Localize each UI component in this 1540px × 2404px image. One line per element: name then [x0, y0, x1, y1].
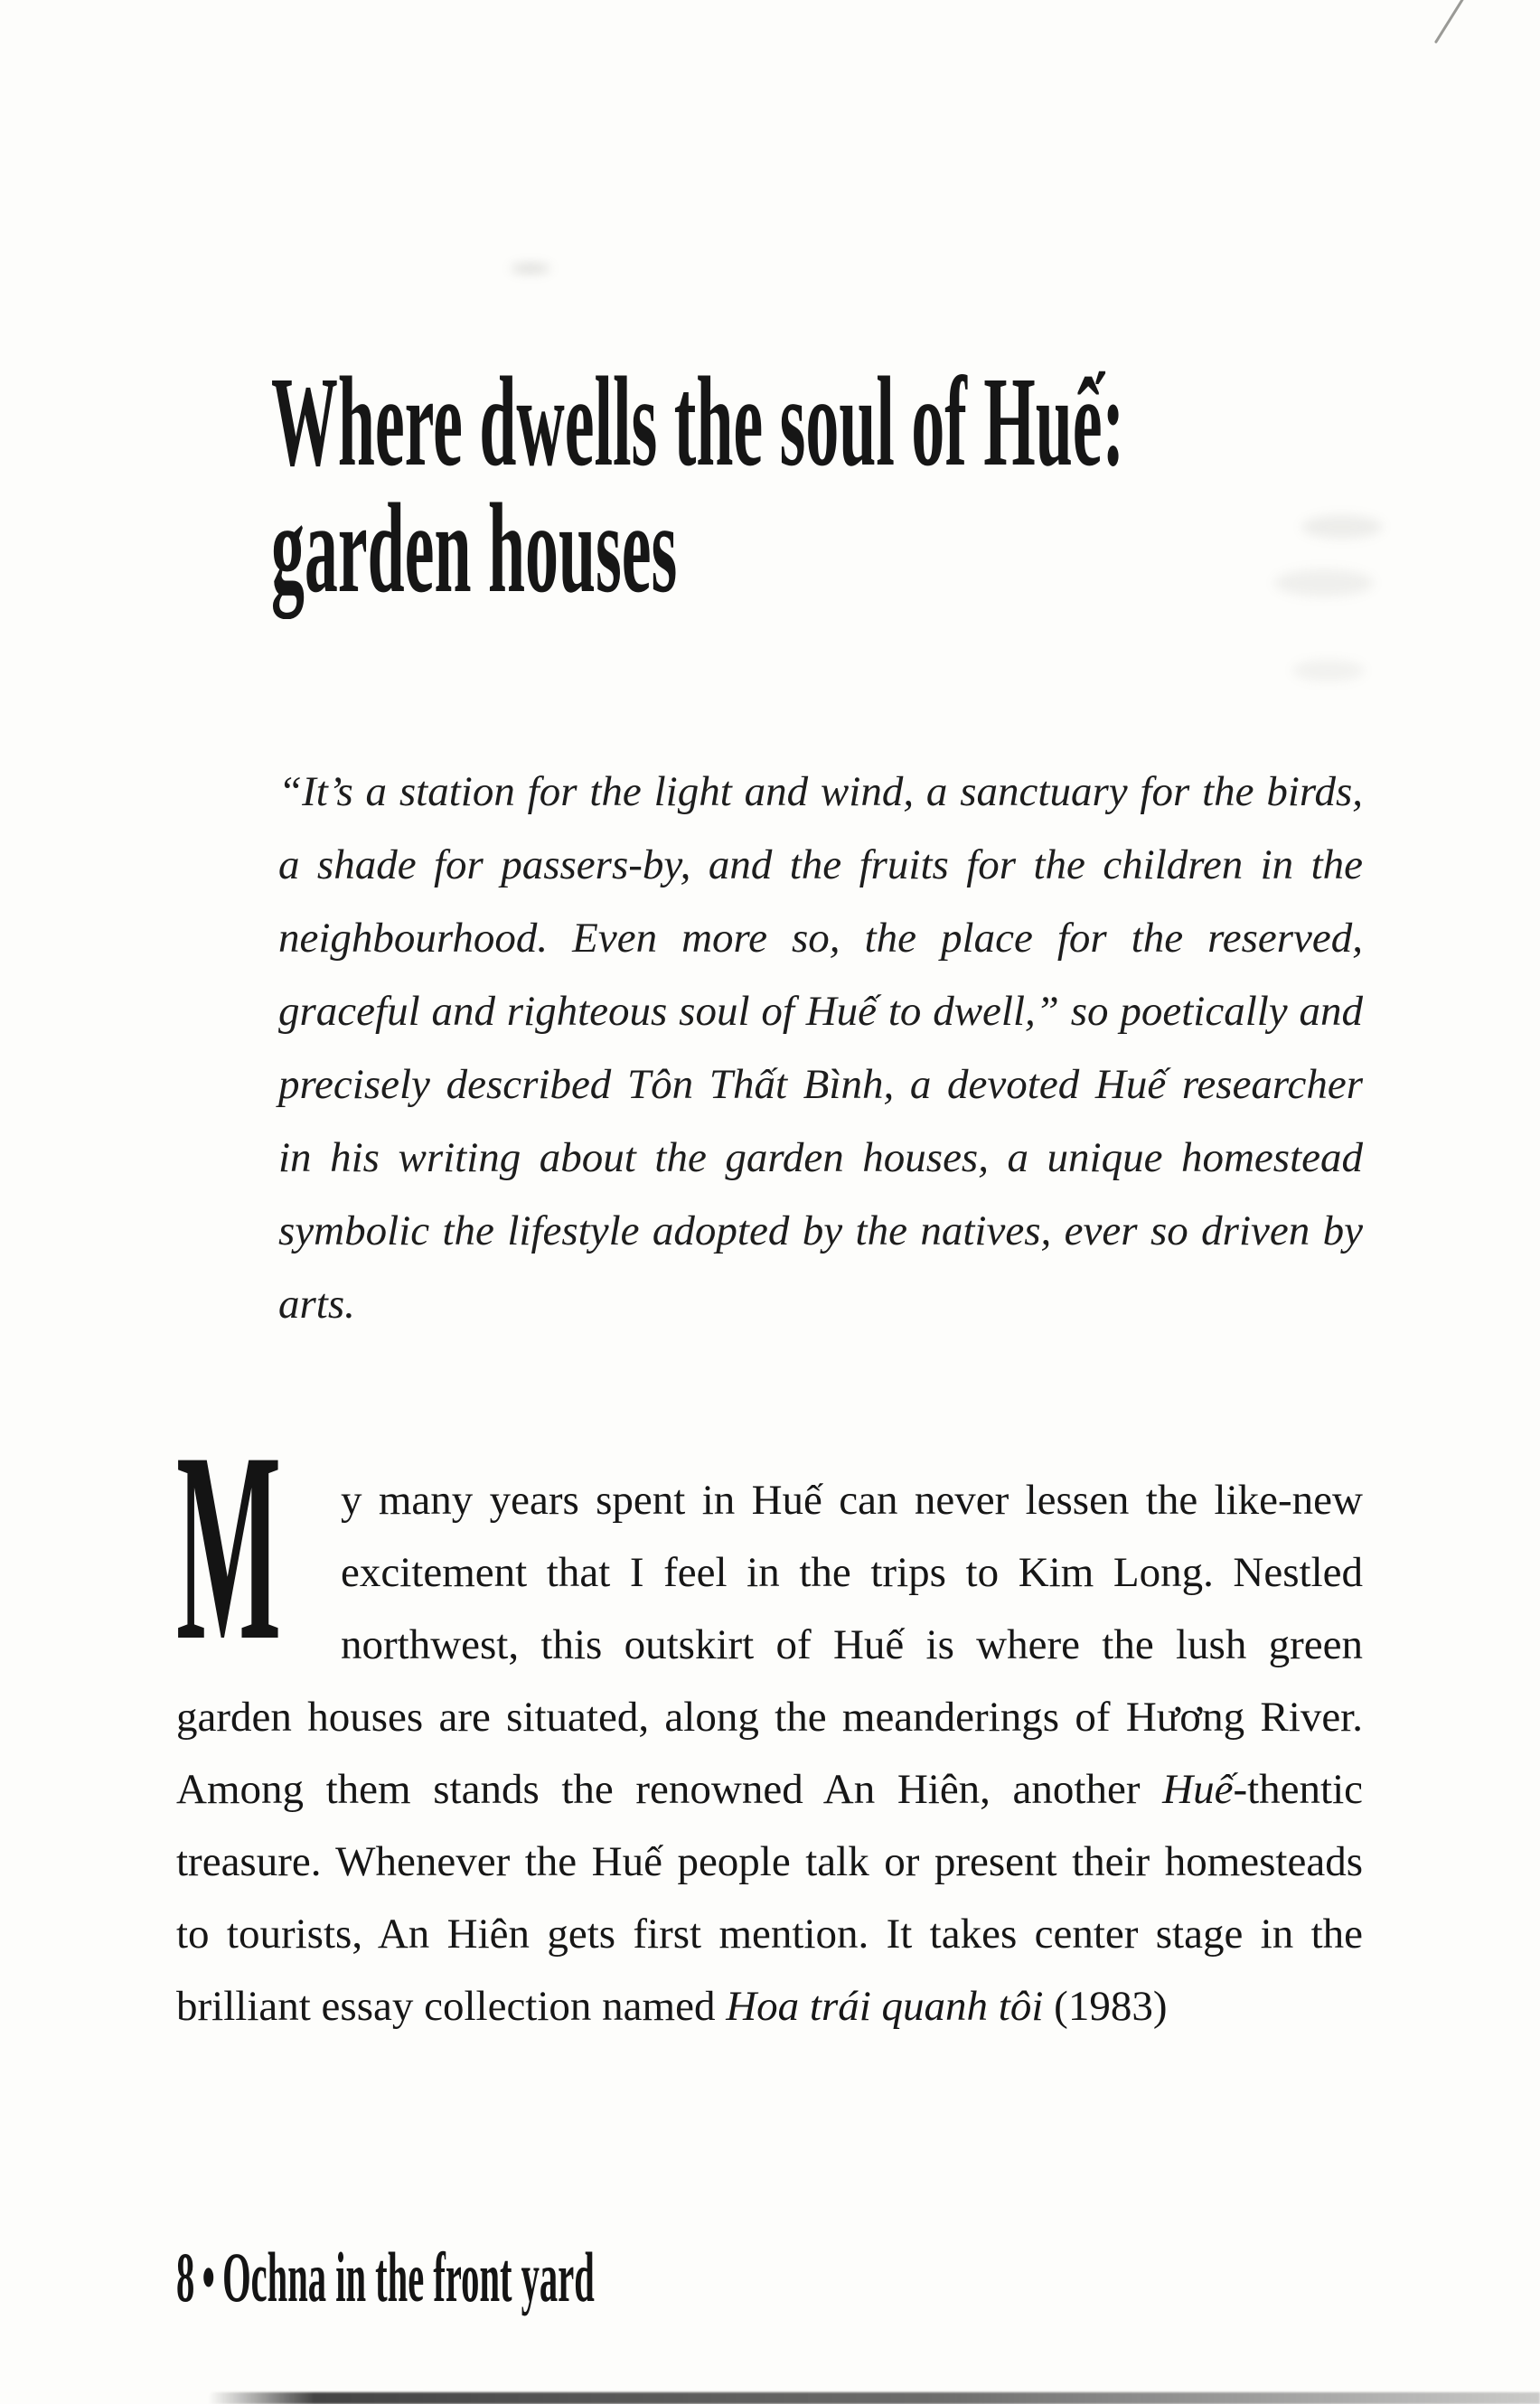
body-paragraph: [176, 1397, 1363, 2042]
running-footer: [176, 2240, 595, 2315]
body-text-italic: Huế: [1162, 1766, 1234, 1813]
scan-artifact-page-edge: [208, 2392, 1540, 2404]
book-title: Ochna in the front yard: [222, 2238, 595, 2316]
body-text-italic: Hoa trái quanh tôi: [726, 1983, 1044, 2030]
scan-artifact-smudge: [1301, 515, 1383, 539]
page-number: 8: [176, 2238, 195, 2316]
drop-cap: M: [176, 1397, 282, 1697]
chapter-title: [271, 350, 1125, 619]
scan-artifact-smudge: [1292, 660, 1365, 681]
scan-artifact-smudge: [511, 264, 550, 273]
body-text-segment: (1983): [1043, 1983, 1168, 2030]
scan-artifact-smudge: [1274, 569, 1374, 596]
body-text-segment: y many years spent in Huế can never lessen the like-new excitement that I feel in the trips to Kim Long. Nestled northwest, this outskirt of Huế is where the lush green garden houses are situated, along the meanderings of Hương River. Among them stands the renowned An Hiên, another: [176, 1477, 1363, 1813]
footer-separator: •: [202, 2238, 215, 2316]
chapter-title-line2: garden houses: [271, 476, 678, 619]
body-text-segment: -thentic treasure. Whenever the Huế people talk or present their homesteads to tourists, An Hiên gets first mention. It takes center stage in the brilliant essay collection named: [176, 1766, 1363, 2030]
scan-artifact-scratch: [1434, 0, 1464, 43]
pull-quote: “It’s a station for the light and wind, a sanctuary for the birds, a shade for passers-by, and the fruits for the children in the neighbourhood. Even more so, the place for the reserved, graceful and righteous soul of Huế to dwell,” so poetically and precisely described Tôn Thất Bình, a devoted Huế researcher in his writing about the garden houses, a unique homestead symbolic the lifestyle adopted by the natives, ever so driven by arts.: [278, 768, 1363, 1328]
chapter-title-line1: Where dwells the soul of Huế:: [271, 350, 1125, 493]
drop-cap-box: [176, 1397, 312, 1697]
